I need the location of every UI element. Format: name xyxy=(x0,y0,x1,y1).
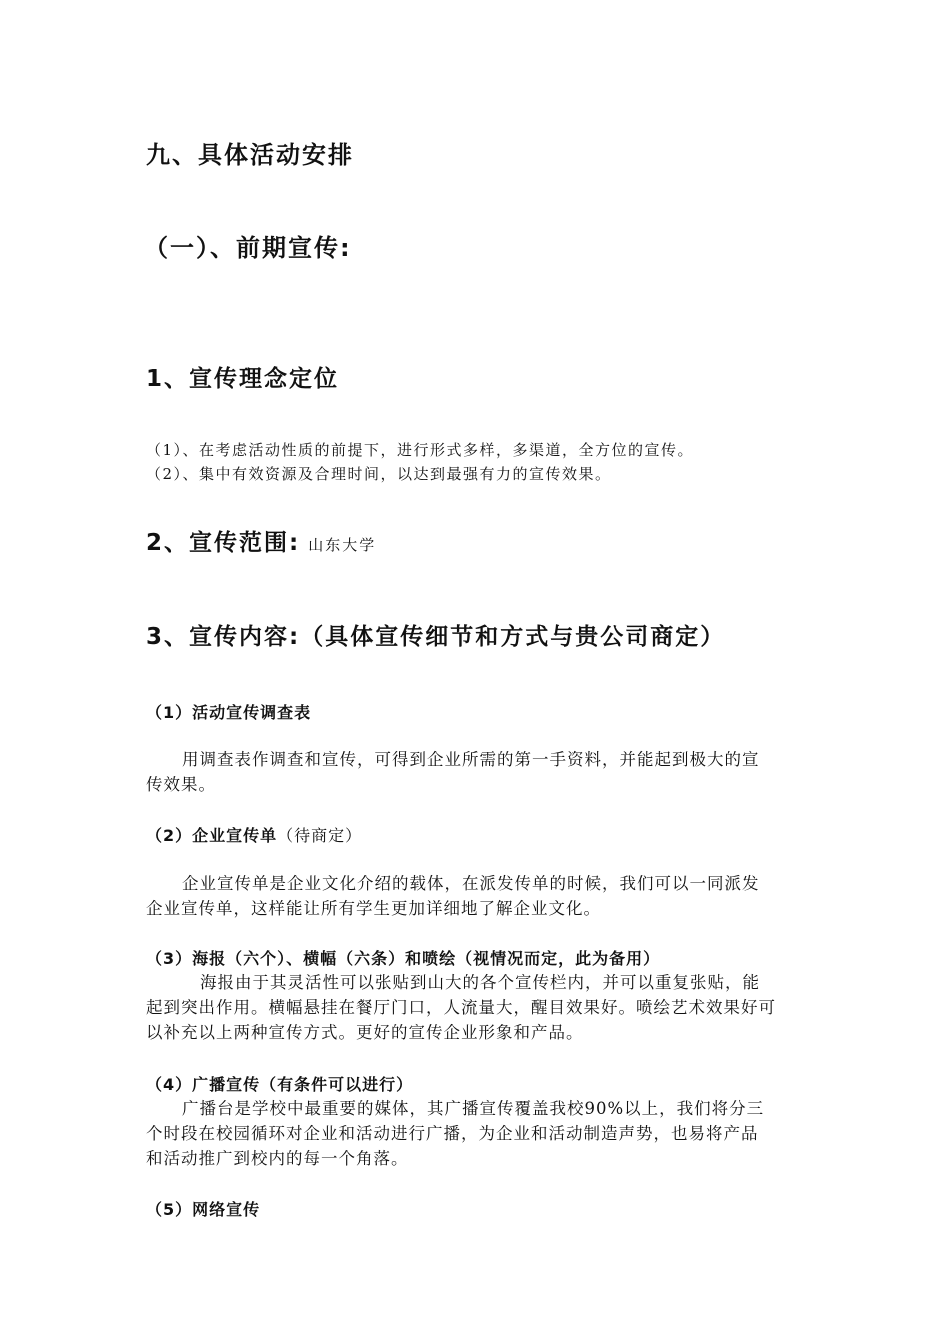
positioning-point: （1）、在考虑活动性质的前提下，进行形式多样，多渠道，全方位的宣传。 xyxy=(146,441,695,459)
body-line: 个时段在校园循环对企业和活动进行广播，为企业和活动制造声势，也易将产品 xyxy=(146,1124,759,1143)
content-item-body xyxy=(146,747,811,797)
content-item-title: （3）海报（六个）、横幅（六条）和喷绘（视情况而定，此为备用） xyxy=(146,949,661,968)
body-line: 企业宣传单是企业文化介绍的载体，在派发传单的时候，我们可以一同派发 xyxy=(182,874,760,893)
content-item-title: （5）网络宣传 xyxy=(146,1200,261,1219)
content-item-body xyxy=(146,871,811,921)
body-line: 广播台是学校中最重要的媒体，其广播宣传覆盖我校90%以上，我们将分三 xyxy=(182,1099,765,1118)
content-item-title: （4）广播宣传（有条件可以进行） xyxy=(146,1075,414,1094)
scope-heading: 2、宣传范围: xyxy=(146,530,301,556)
body-line: 企业宣传单，这样能让所有学生更加详细地了解企业文化。 xyxy=(146,899,601,918)
body-line: 用调查表作调查和宣传，可得到企业所需的第一手资料，并能起到极大的宣 xyxy=(182,750,760,769)
body-line: 海报由于其灵活性可以张贴到山大的各个宣传栏内，并可以重复张贴，能 xyxy=(200,973,760,992)
content-item-title xyxy=(146,823,362,846)
body-line: 以补充以上两种宣传方式。更好的宣传企业形象和产品。 xyxy=(146,1023,584,1042)
content-item-title-text: （2）企业宣传单 xyxy=(146,826,278,845)
positioning-heading: 1、宣传理念定位 xyxy=(146,366,340,392)
content-item-title: （1）活动宣传调查表 xyxy=(146,703,312,722)
section-heading: 九、具体活动安排 xyxy=(146,141,354,169)
body-line: 和活动推广到校内的每一个角落。 xyxy=(146,1149,409,1168)
positioning-points xyxy=(146,438,694,486)
body-line: 传效果。 xyxy=(146,775,216,794)
scope-value: 山东大学 xyxy=(308,536,377,554)
content-item-body xyxy=(146,970,811,1045)
content-item-body xyxy=(146,1096,811,1171)
positioning-point: （2）、集中有效资源及合理时间，以达到最强有力的宣传效果。 xyxy=(146,465,612,483)
content-heading: 3、宣传内容:（具体宣传细节和方式与贵公司商定） xyxy=(146,624,726,650)
body-line: 起到突出作用。横幅悬挂在餐厅门口，人流量大，醒目效果好。喷绘艺术效果好可 xyxy=(146,998,776,1017)
scope-row xyxy=(146,524,376,557)
content-item-title-note: （待商定） xyxy=(277,826,363,845)
section-subheading: （一）、前期宣传: xyxy=(144,234,352,262)
